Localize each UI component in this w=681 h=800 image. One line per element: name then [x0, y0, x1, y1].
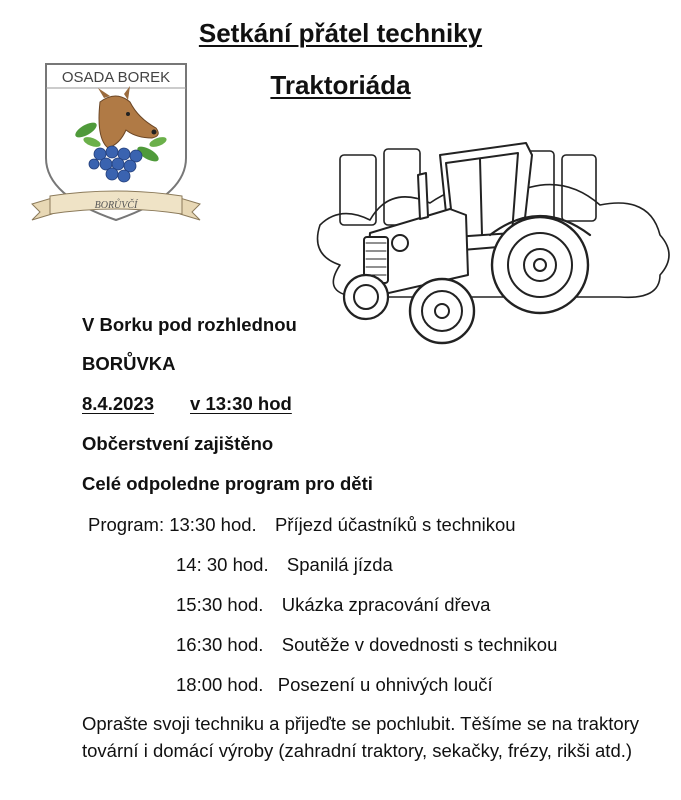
program-activity: Spanilá jízda	[286, 554, 393, 575]
program-time: 15:30 hod.	[176, 594, 264, 615]
program-row-5	[176, 674, 493, 696]
program-row-3	[176, 594, 490, 616]
event-date: 8.4.2023	[82, 393, 155, 414]
event-venue: BORŮVKA	[82, 353, 176, 374]
program-time: 18:00 hod.	[176, 674, 264, 695]
osada-borek-crest-logo	[28, 58, 204, 228]
crest-ribbon-text: BORŮVČÍ	[94, 200, 138, 211]
program-activity: Posezení u ohnivých loučí	[277, 674, 493, 695]
footer-invitation: Oprašte svoji techniku a přijeďte se pochlubit. Těšíme se na traktory tovární i domácí výroby (zahradní traktory, sekačky, frézy, rikši atd.)	[82, 713, 640, 761]
program-time: 14: 30 hod.	[176, 554, 269, 575]
program-time: 13:30 hod.	[169, 514, 257, 535]
event-time: v 13:30 hod	[190, 393, 292, 414]
program-row-2	[176, 554, 393, 576]
event-date-row	[82, 393, 292, 415]
event-place: V Borku pod rozhlednou	[82, 314, 297, 335]
page-title: Setkání přátel techniky	[198, 18, 483, 48]
program-time: 16:30 hod.	[176, 634, 264, 655]
page-subtitle: Traktoriáda	[270, 70, 411, 100]
program-row-1	[88, 514, 516, 536]
event-kids-program: Celé odpoledne program pro děti	[82, 473, 373, 494]
program-row-4	[176, 634, 557, 656]
program-label: Program:	[88, 514, 165, 535]
tractor-illustration	[300, 125, 678, 355]
event-refreshments: Občerstvení zajištěno	[82, 433, 274, 454]
crest-banner-text: OSADA BOREK	[61, 69, 171, 86]
program-activity: Soutěže v dovednosti s technikou	[281, 634, 558, 655]
program-activity: Příjezd účastníků s technikou	[274, 514, 516, 535]
program-activity: Ukázka zpracování dřeva	[281, 594, 491, 615]
